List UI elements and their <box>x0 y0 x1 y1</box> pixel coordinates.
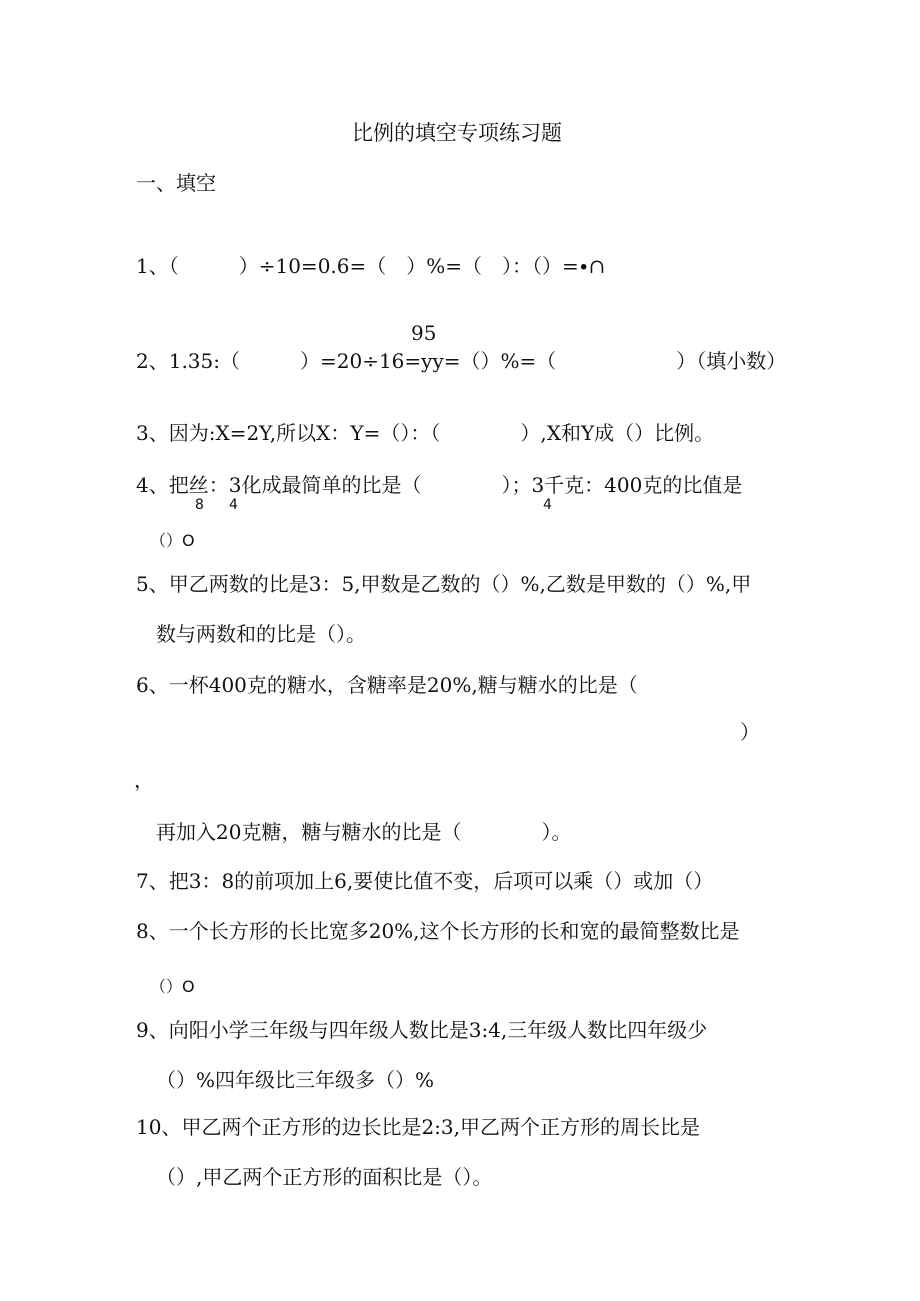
question-6-close-paren: ） <box>740 720 760 744</box>
question-3: 3、因为:X=2Y,所以X：Y=（）：（ ）,X和Y成（）比例。 <box>136 421 715 445</box>
question-5: 5、甲乙两数的比是3：5,甲数是乙数的（）%,乙数是甲数的（）%,甲 <box>136 572 752 596</box>
question-10: 10、甲乙两个正方形的边长比是2:3,甲乙两个正方形的周长比是 <box>136 1115 700 1139</box>
question-6-comma: ， <box>134 768 154 792</box>
question-4-fraction-den-2: 4 <box>229 497 238 513</box>
question-4-fraction-den-1: 8 <box>195 497 204 513</box>
question-9-continuation: （）%四年级比三年级多（）% <box>156 1068 435 1092</box>
question-1: 1、（ ）÷10=0.6=（ ）%=（ ）：（）=∙∩ <box>136 254 606 278</box>
question-10-continuation: （）,甲乙两个正方形的面积比是（）。 <box>156 1165 493 1189</box>
question-5-continuation: 数与两数和的比是（）。 <box>156 622 366 646</box>
question-6: 6、一杯400克的糖水，含糖率是20%,糖与糖水的比是（ <box>136 673 638 697</box>
question-6-continuation: 再加入20克糖，糖与糖水的比是（ ）。 <box>156 820 572 844</box>
section-heading: 一、填空 <box>136 171 216 195</box>
page-title: 比例的填空专项练习题 <box>352 121 562 145</box>
question-2: 2、1.35:（ ）=20÷16=yy=（）%=（ ）（填小数） <box>136 349 787 373</box>
question-4: 4、把丝：3化成最简单的比是（ ）；3千克：400克的比值是 <box>136 473 743 497</box>
question-7: 7、把3：8的前项加上6,要使比值不变，后项可以乘（）或加（） <box>136 869 714 893</box>
question-2-superscript: 95 <box>411 321 437 345</box>
question-8-continuation: （）O <box>150 977 195 996</box>
question-4-fraction-den-3: 4 <box>543 497 552 513</box>
question-8: 8、一个长方形的长比宽多20%,这个长方形的长和宽的最简整数比是 <box>136 919 740 943</box>
question-9: 9、向阳小学三年级与四年级人数比是3:4,三年级人数比四年级少 <box>136 1018 708 1042</box>
question-4-continuation: （）O <box>150 531 195 550</box>
